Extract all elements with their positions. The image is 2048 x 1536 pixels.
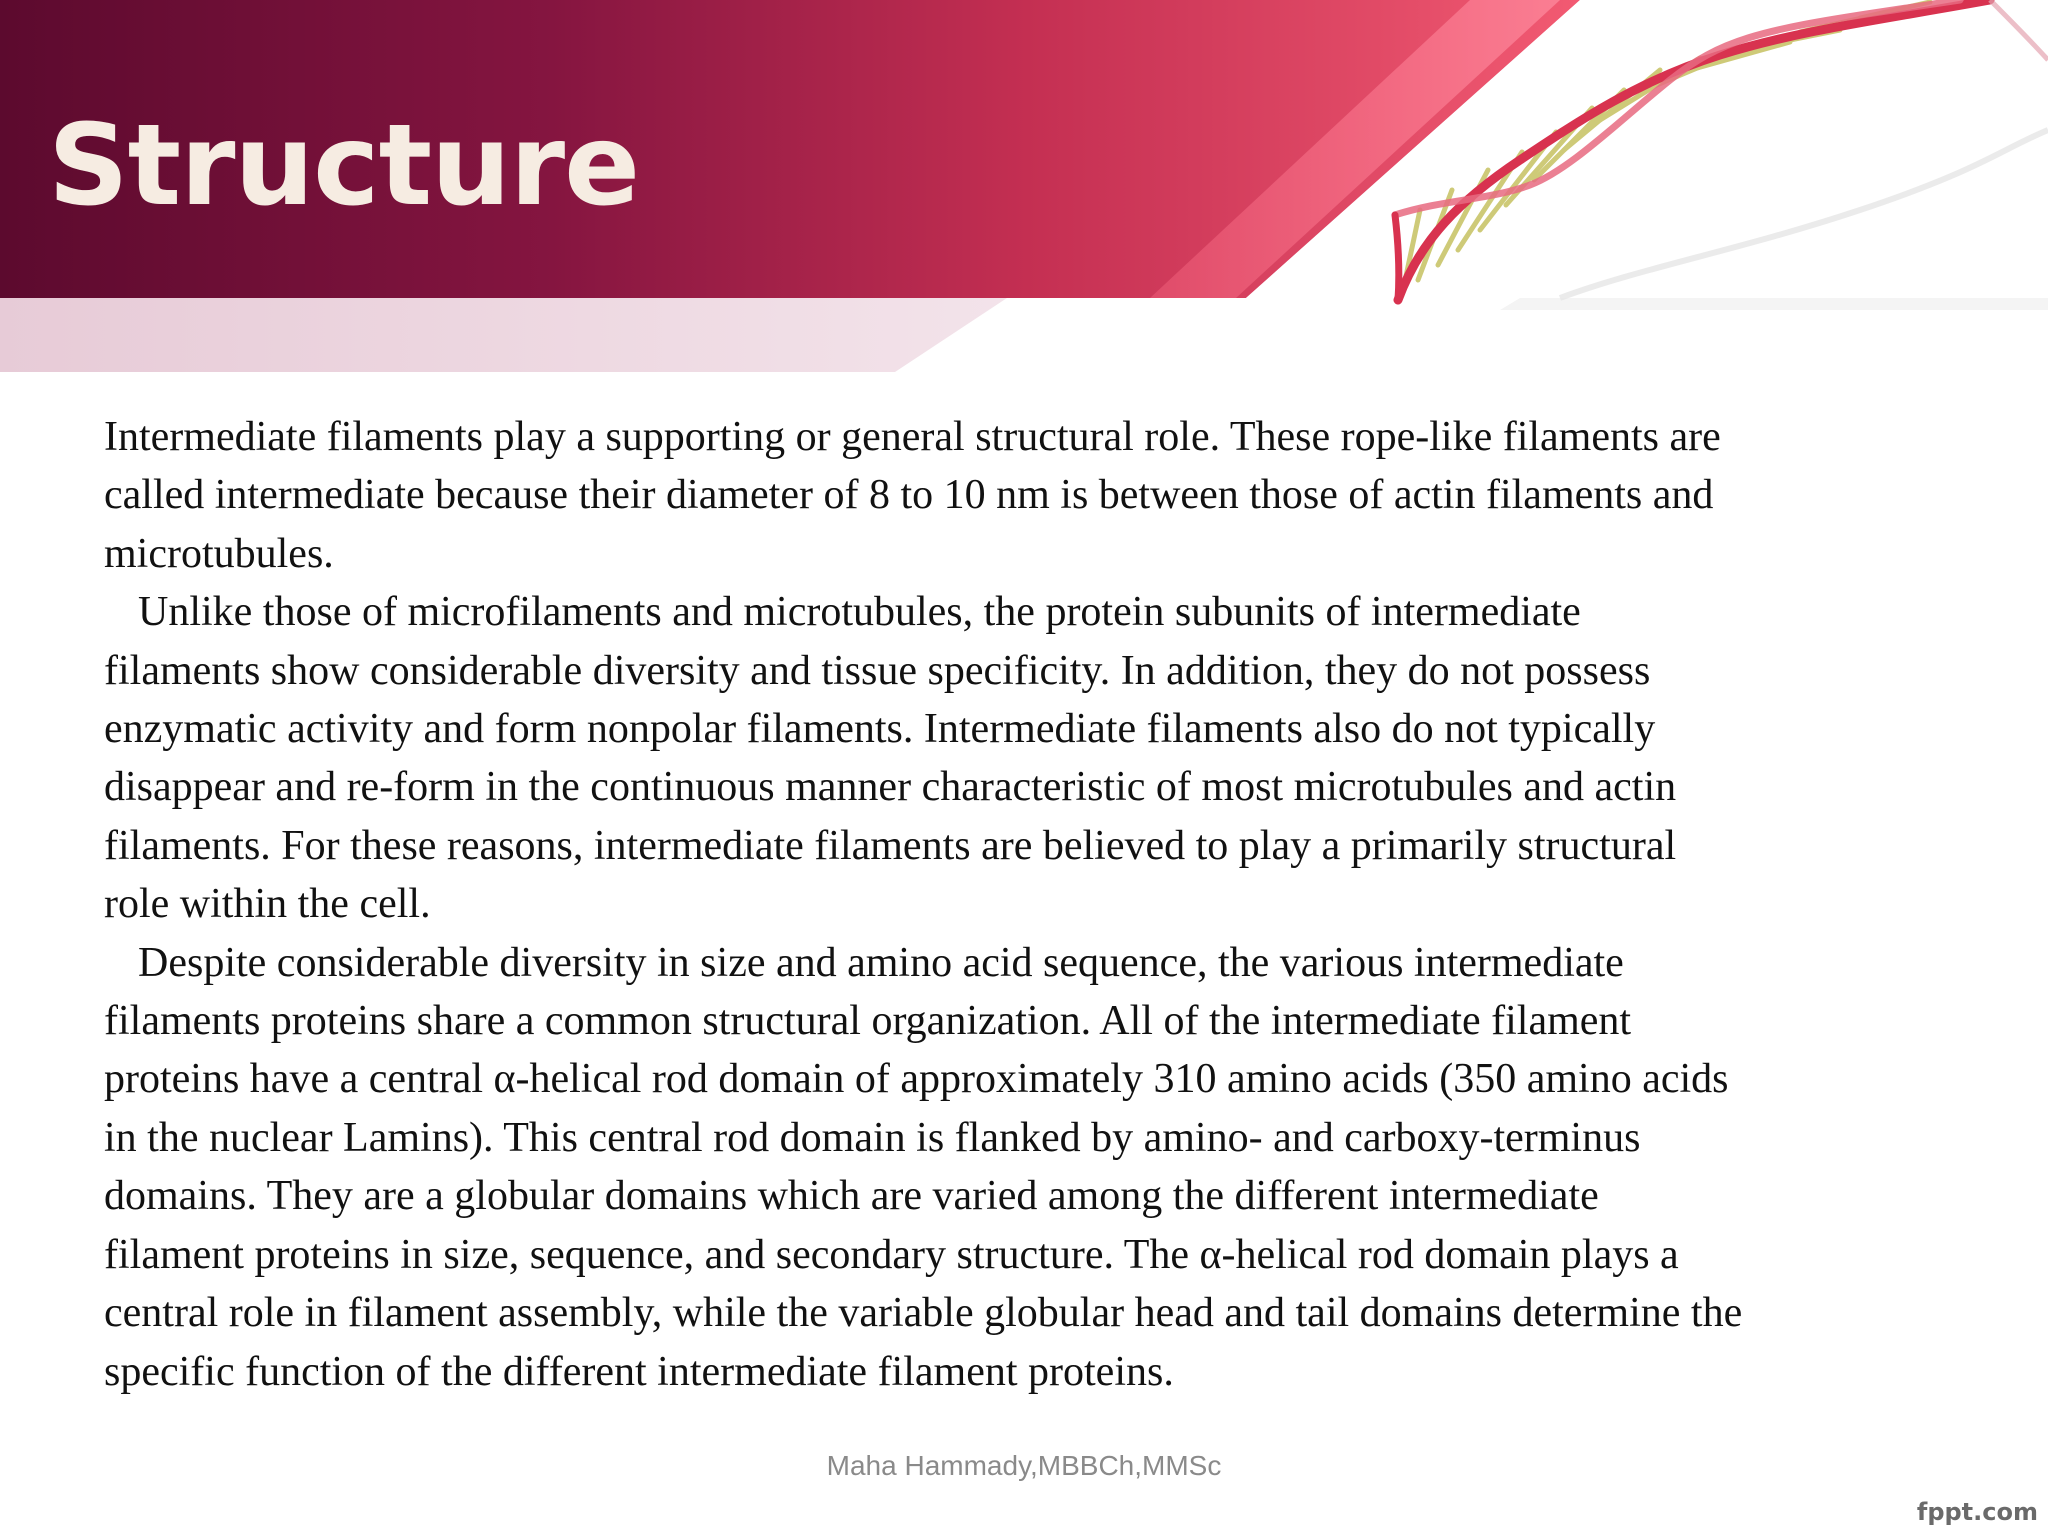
paragraph-3: Despite considerable diversity in size and amino acid sequence, the various intermediate filaments proteins share a common structural organization. All of the intermediate filament proteins have a central α-helical rod domain of approximately 310 amino acids (350 amino acids in the nuclear Lamins). This central rod domain is flanked by amino- and carboxy-terminus domains. They are a globular domains which are varied among the different intermediate filament proteins in size, sequence, and secondary structure. The α-helical rod domain plays a central role in filament assembly, while the variable globular head and tail domains determine the specific function of the different intermediate filament proteins. — [104, 939, 1743, 1395]
footer-author: Maha Hammady,MBBCh,MMSc — [826, 1450, 1222, 1481]
paragraph-2: Unlike those of microfilaments and microtubules, the protein subunits of intermediate filaments show considerable diversity and tissue specificity. In addition, they do not possess enzymatic activity and form nonpolar filaments. Intermediate filaments also do not typically disappear and re-form in the continuous manner characteristic of most microtubules and actin filaments. For these reasons, intermediate filaments are believed to play a primarily structural role within the cell. — [104, 589, 1677, 928]
footer-brand: fppt.com — [1916, 1498, 2038, 1526]
paragraph-1: Intermediate filaments play a supporting or general structural role. These rope-like filaments are called intermediate because their diameter of 8 to 10 nm is between those of actin filaments and microtubules. — [104, 414, 1721, 577]
body-text — [104, 408, 1744, 1401]
slide-title: Structure — [48, 101, 640, 231]
